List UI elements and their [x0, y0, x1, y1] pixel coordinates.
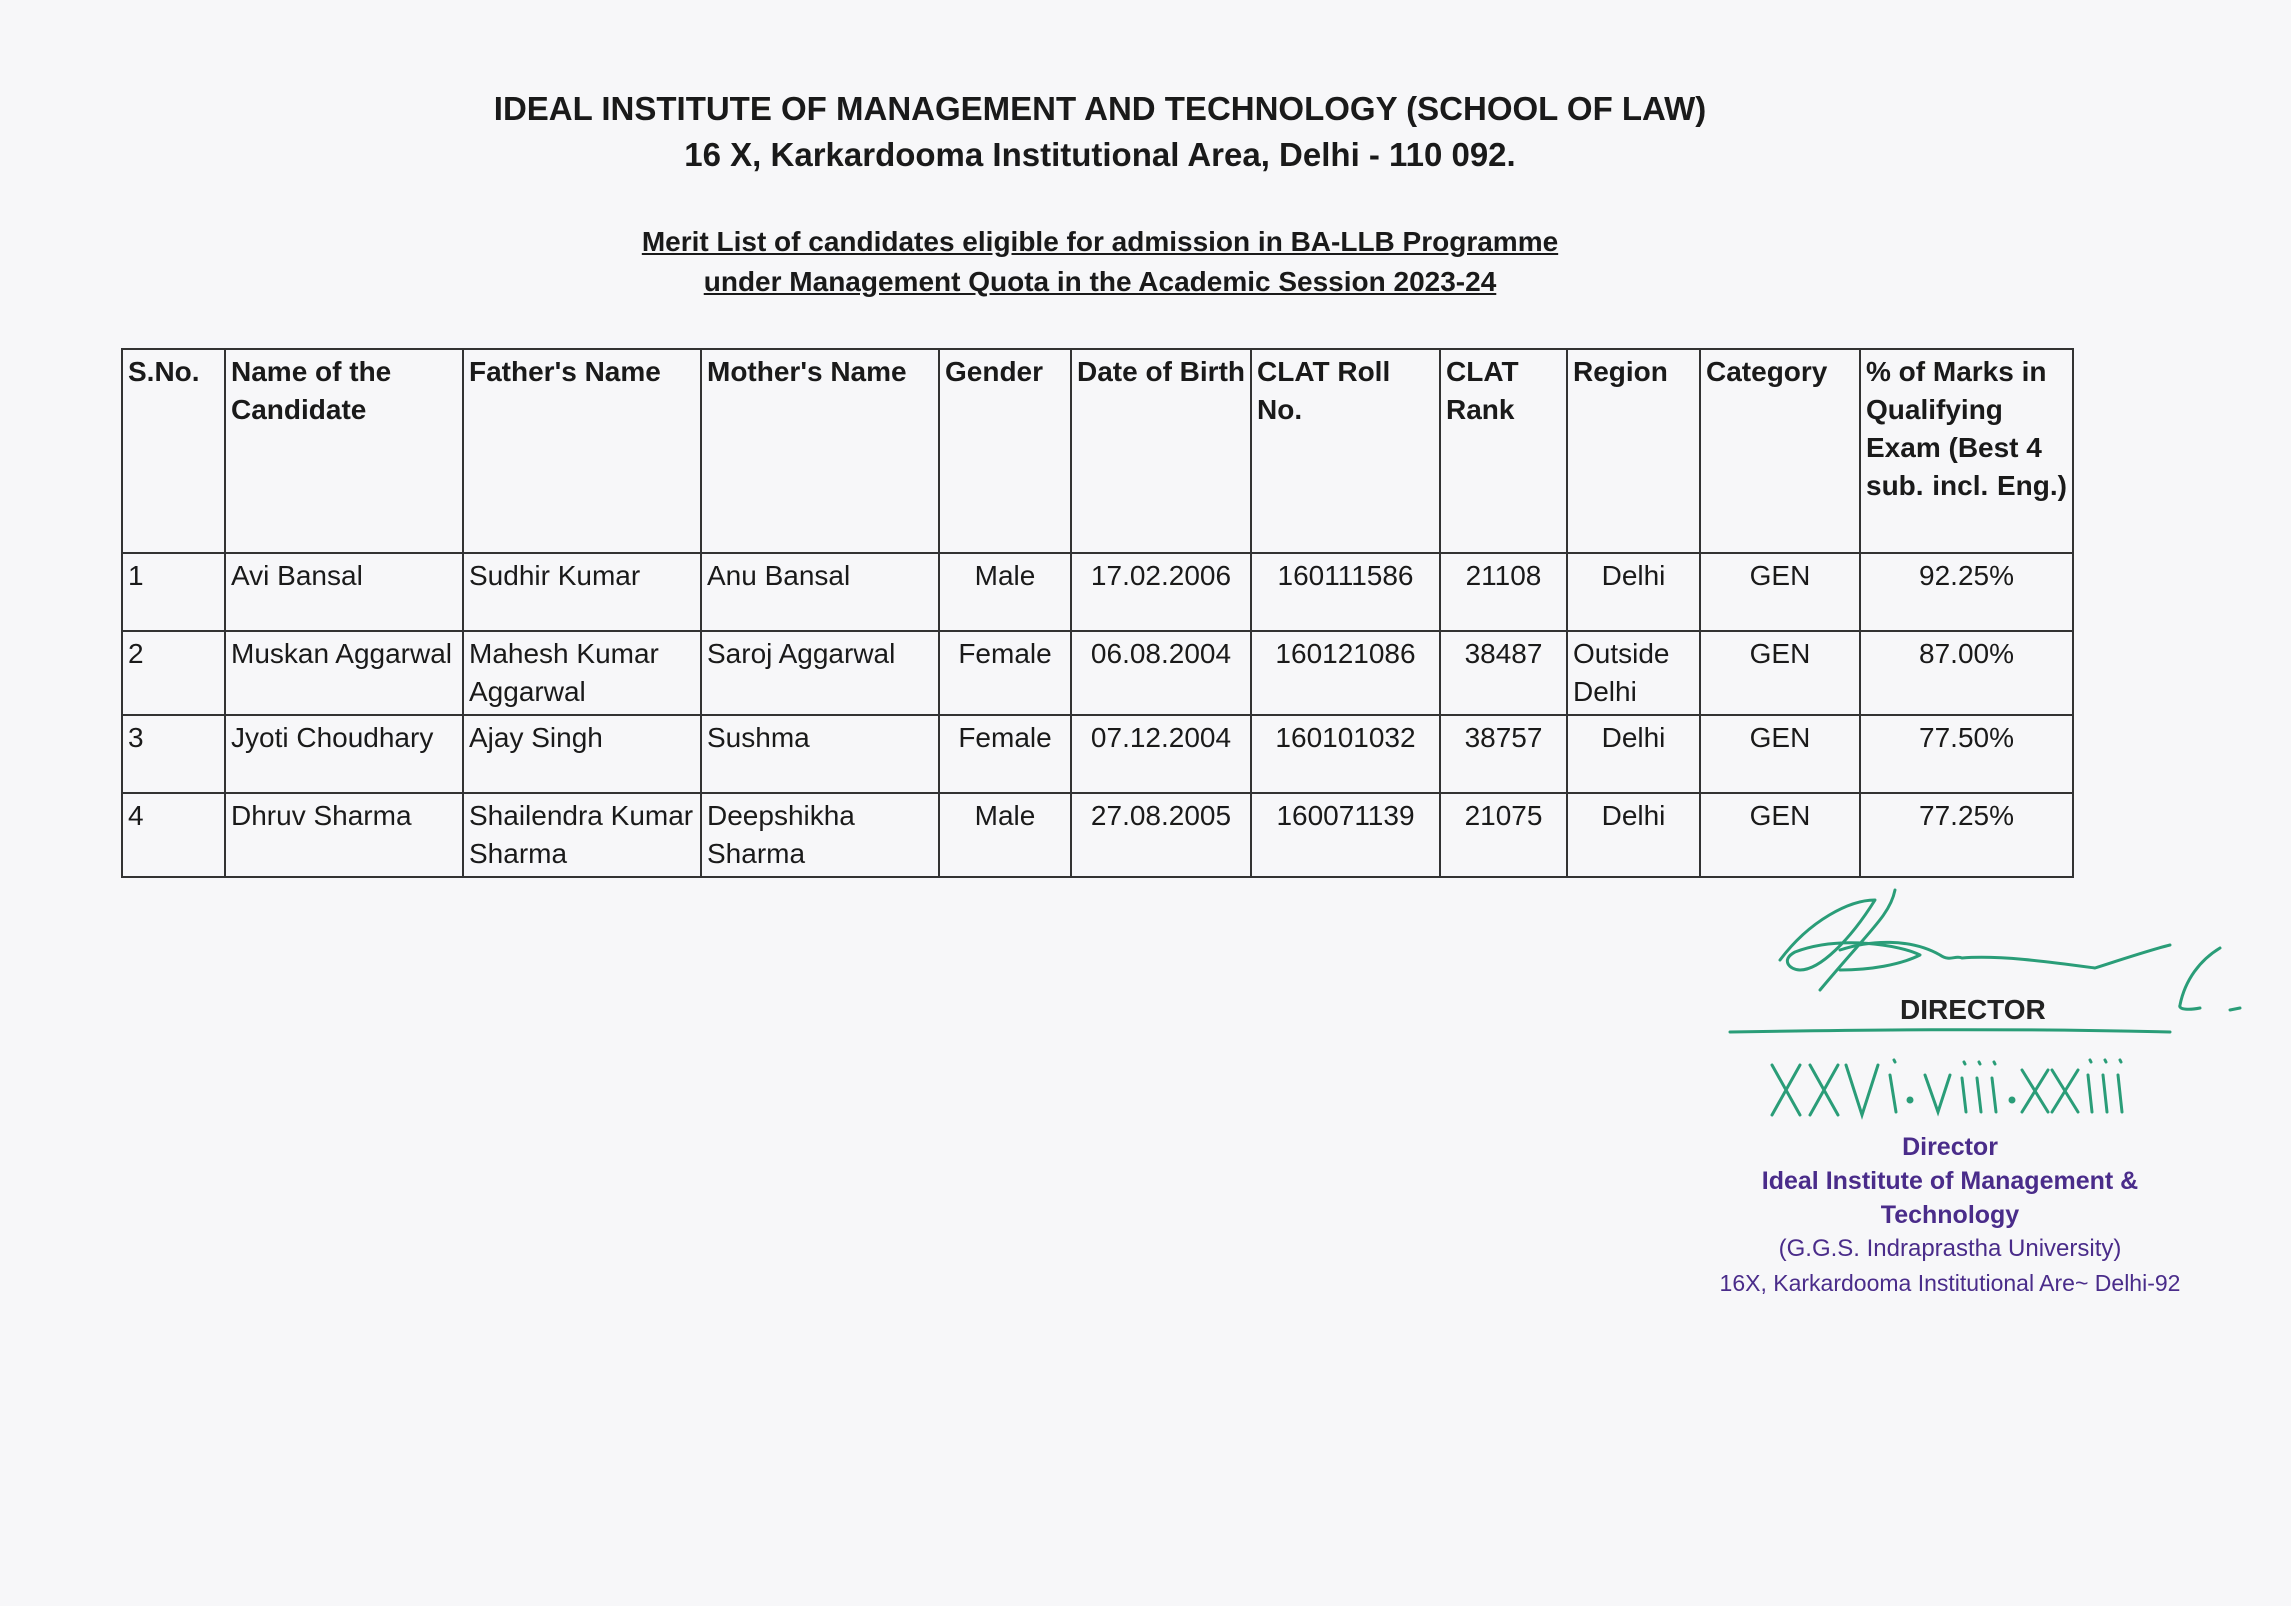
header-gender: Gender	[939, 349, 1071, 553]
cell-roll: 160071139	[1251, 793, 1440, 877]
cell-marks: 77.25%	[1860, 793, 2073, 877]
header-dob: Date of Birth	[1071, 349, 1251, 553]
cell-roll: 160101032	[1251, 715, 1440, 793]
director-label: DIRECTOR	[1900, 994, 2046, 1025]
subtitle-line-2: under Management Quota in the Academic Session 2023-24	[703, 266, 1497, 297]
cell-roll: 160111586	[1251, 553, 1440, 631]
cell-dob: 06.08.2004	[1071, 631, 1251, 715]
header-category: Category	[1700, 349, 1860, 553]
cell-rank: 38487	[1440, 631, 1567, 715]
cell-sno: 1	[122, 553, 225, 631]
table-row	[122, 715, 2073, 793]
cell-dob: 17.02.2006	[1071, 553, 1251, 631]
cell-category: GEN	[1700, 715, 1860, 793]
header-sno: S.No.	[122, 349, 225, 553]
cell-sno: 3	[122, 715, 225, 793]
cell-father: Shailendra Kumar Sharma	[463, 793, 701, 877]
header-father: Father's Name	[463, 349, 701, 553]
header-region: Region	[1567, 349, 1700, 553]
cell-mother: Anu Bansal	[701, 553, 939, 631]
cell-marks: 92.25%	[1860, 553, 2073, 631]
cell-gender: Female	[939, 631, 1071, 715]
cell-mother: Saroj Aggarwal	[701, 631, 939, 715]
cell-category: GEN	[1700, 793, 1860, 877]
merit-list-table	[121, 348, 2074, 878]
cell-marks: 77.50%	[1860, 715, 2073, 793]
cell-category: GEN	[1700, 631, 1860, 715]
table-row	[122, 553, 2073, 631]
cell-marks: 87.00%	[1860, 631, 2073, 715]
cell-region: Delhi	[1567, 715, 1700, 793]
cell-dob: 27.08.2005	[1071, 793, 1251, 877]
cell-category: GEN	[1700, 553, 1860, 631]
institute-name: IDEAL INSTITUTE OF MANAGEMENT AND TECHNOLOGY (SCHOOL OF LAW)	[493, 90, 1707, 127]
cell-gender: Male	[939, 793, 1071, 877]
cell-name: Avi Bansal	[225, 553, 463, 631]
stamp-institute: Ideal Institute of Management & Technology	[1761, 1167, 2139, 1229]
cell-sno: 4	[122, 793, 225, 877]
cell-region: Delhi	[1567, 553, 1700, 631]
table-header-row	[122, 349, 2073, 553]
cell-roll: 160121086	[1251, 631, 1440, 715]
stamp-university: (G.G.S. Indraprastha University)	[1778, 1235, 2122, 1262]
cell-dob: 07.12.2004	[1071, 715, 1251, 793]
cell-name: Jyoti Choudhary	[225, 715, 463, 793]
table-row	[122, 631, 2073, 715]
header-roll: CLAT Roll No.	[1251, 349, 1440, 553]
header-name: Name of the Candidate	[225, 349, 463, 553]
cell-mother: Deepshikha Sharma	[701, 793, 939, 877]
cell-rank: 38757	[1440, 715, 1567, 793]
cell-father: Ajay Singh	[463, 715, 701, 793]
cell-gender: Male	[939, 553, 1071, 631]
cell-mother: Sushma	[701, 715, 939, 793]
document-subtitle	[0, 222, 2200, 302]
cell-region: Outside Delhi	[1567, 631, 1700, 715]
document-header	[0, 86, 2200, 178]
header-mother: Mother's Name	[701, 349, 939, 553]
cell-sno: 2	[122, 631, 225, 715]
header-marks: % of Marks in Qualifying Exam (Best 4 sub. incl. Eng.)	[1860, 349, 2073, 553]
cell-name: Dhruv Sharma	[225, 793, 463, 877]
stamp-address: 16X, Karkardooma Institutional Are~ Delhi-92	[1719, 1270, 2181, 1296]
cell-rank: 21075	[1440, 793, 1567, 877]
stamp-title: Director	[1902, 1133, 1998, 1161]
subtitle-line-1: Merit List of candidates eligible for admission in BA-LLB Programme	[641, 226, 1559, 257]
institute-stamp	[1700, 1130, 2200, 1300]
cell-region: Delhi	[1567, 793, 1700, 877]
cell-name: Muskan Aggarwal	[225, 631, 463, 715]
cell-father: Sudhir Kumar	[463, 553, 701, 631]
cell-gender: Female	[939, 715, 1071, 793]
cell-father: Mahesh Kumar Aggarwal	[463, 631, 701, 715]
cell-rank: 21108	[1440, 553, 1567, 631]
institute-address: 16 X, Karkardooma Institutional Area, Delhi - 110 092.	[684, 136, 1516, 173]
header-rank: CLAT Rank	[1440, 349, 1567, 553]
